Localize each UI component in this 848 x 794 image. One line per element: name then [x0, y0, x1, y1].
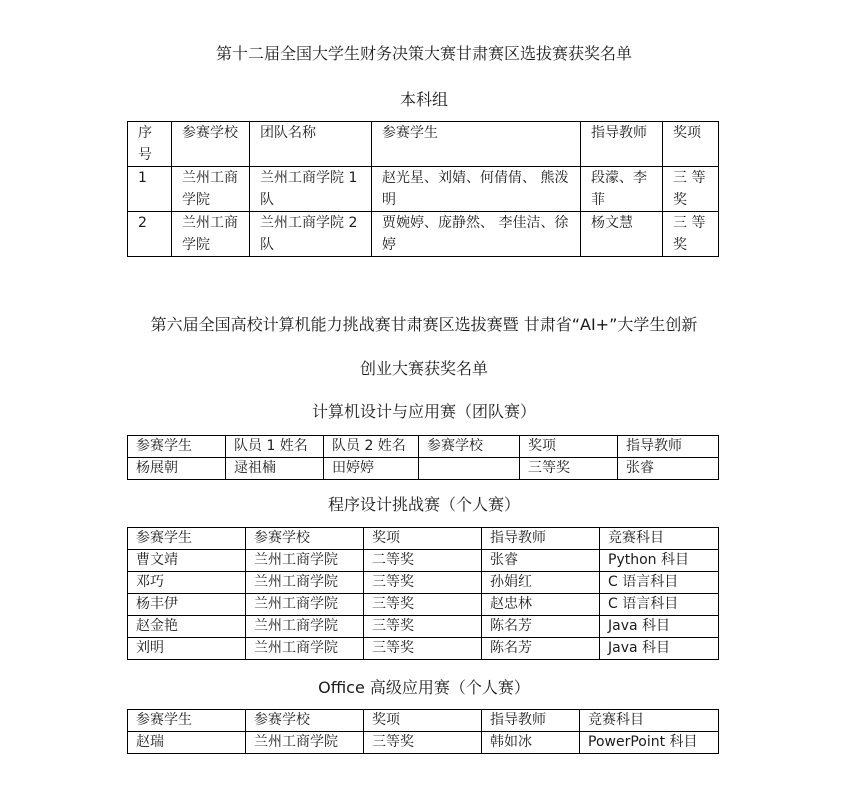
table-cell: 兰州工商学院 [172, 167, 250, 212]
table-cell: 赵金艳 [128, 616, 246, 638]
table-cell [419, 458, 520, 480]
table-row [128, 732, 719, 754]
table-cell: 贾婉婷、庞静然、 李佳洁、徐婷 [372, 212, 581, 257]
table-cell: 杨文慧 [581, 212, 663, 257]
table-cell: 田婷婷 [324, 458, 419, 480]
table-cell: 1 [128, 167, 172, 212]
table-row [128, 594, 719, 616]
table-cell: 三等奖 [364, 638, 482, 660]
table-cell: 陈名芳 [482, 616, 600, 638]
table-cell: 三等奖 [364, 572, 482, 594]
table-header-row [128, 122, 719, 167]
table-row [128, 572, 719, 594]
table-cell: 孙娟红 [482, 572, 600, 594]
header-cell: 指导教师 [581, 122, 663, 167]
header-cell: 参赛学生 [128, 528, 246, 550]
header-cell: 参赛学生 [372, 122, 581, 167]
programming-contest-title: 程序设计挑战赛（个人赛） [327, 495, 520, 514]
table-cell: Python 科目 [600, 550, 719, 572]
table-cell: 三 等奖 [663, 167, 719, 212]
team-contest-title: 计算机设计与应用赛（团队赛） [311, 402, 536, 421]
table-row [128, 616, 719, 638]
table-cell: 刘明 [128, 638, 246, 660]
table-cell: 兰州工商学院 1 队 [250, 167, 372, 212]
header-cell: 指导教师 [482, 528, 600, 550]
section1-title: 第十二届全国大学生财务决策大赛甘肃赛区选拔赛获奖名单 [215, 44, 632, 63]
header-cell: 参赛学生 [128, 710, 246, 732]
undergrad-award-table [127, 121, 719, 257]
header-cell: 队员 1 姓名 [226, 436, 324, 458]
table-cell: 兰州工商学院 [172, 212, 250, 257]
header-cell: 队员 2 姓名 [324, 436, 419, 458]
table-header-row [128, 528, 719, 550]
header-cell: 序号 [128, 122, 172, 167]
table-cell: 兰州工商学院 [246, 572, 364, 594]
table-cell: 三 等奖 [663, 212, 719, 257]
table-cell: 陈名芳 [482, 638, 600, 660]
table-cell: 杨丰伊 [128, 594, 246, 616]
header-cell: 指导教师 [618, 436, 719, 458]
table-cell: 张睿 [618, 458, 719, 480]
table-cell: 逯祖楠 [226, 458, 324, 480]
office-award-table [127, 709, 719, 754]
header-cell: 竞赛科目 [600, 528, 719, 550]
header-cell: 参赛学校 [246, 710, 364, 732]
section1-subtitle: 本科组 [399, 90, 448, 109]
table-row [128, 212, 719, 257]
programming-award-table [127, 527, 719, 660]
table-cell: 赵忠林 [482, 594, 600, 616]
header-cell: 参赛学生 [128, 436, 226, 458]
table-cell: 赵瑞 [128, 732, 246, 754]
table-cell: Java 科目 [600, 616, 719, 638]
table-cell: 2 [128, 212, 172, 257]
table-cell: 三等奖 [364, 594, 482, 616]
table-header-row [128, 710, 719, 732]
table-cell: 兰州工商学院 [246, 638, 364, 660]
header-cell: 团队名称 [250, 122, 372, 167]
table-cell: 曹文靖 [128, 550, 246, 572]
team-award-table [127, 435, 719, 480]
header-cell: 奖项 [520, 436, 618, 458]
table-cell: PowerPoint 科目 [580, 732, 719, 754]
table-cell: C 语言科目 [600, 594, 719, 616]
table-cell: 兰州工商学院 2 队 [250, 212, 372, 257]
table-cell: C 语言科目 [600, 572, 719, 594]
section2-title-line2: 创业大赛获奖名单 [359, 359, 488, 378]
table-cell: 二等奖 [364, 550, 482, 572]
header-cell: 指导教师 [482, 710, 580, 732]
table-row [128, 550, 719, 572]
table-cell: Java 科目 [600, 638, 719, 660]
table-row [128, 458, 719, 480]
header-cell: 奖项 [364, 528, 482, 550]
table-row [128, 638, 719, 660]
table-cell: 兰州工商学院 [246, 616, 364, 638]
header-cell: 奖项 [364, 710, 482, 732]
table-cell: 杨展朝 [128, 458, 226, 480]
table-cell: 段濛、李菲 [581, 167, 663, 212]
table-cell: 兰州工商学院 [246, 594, 364, 616]
table-cell: 邓巧 [128, 572, 246, 594]
table-cell: 三等奖 [364, 616, 482, 638]
table-cell: 张睿 [482, 550, 600, 572]
header-cell: 竞赛科目 [580, 710, 719, 732]
header-cell: 参赛学校 [246, 528, 364, 550]
table-cell: 三等奖 [364, 732, 482, 754]
header-cell: 奖项 [663, 122, 719, 167]
table-header-row [128, 436, 719, 458]
header-cell: 参赛学校 [172, 122, 250, 167]
section2-title-line1: 第六届全国高校计算机能力挑战赛甘肃赛区选拔赛暨 甘肃省“AI+”大学生创新 [150, 315, 698, 334]
table-row [128, 167, 719, 212]
header-cell: 参赛学校 [419, 436, 520, 458]
table-cell: 三等奖 [520, 458, 618, 480]
table-cell: 赵光星、刘婧、何倩倩、 熊泼明 [372, 167, 581, 212]
office-contest-title: Office 高级应用赛（个人赛） [318, 678, 530, 697]
table-cell: 兰州工商学院 [246, 732, 364, 754]
table-cell: 韩如冰 [482, 732, 580, 754]
table-cell: 兰州工商学院 [246, 550, 364, 572]
